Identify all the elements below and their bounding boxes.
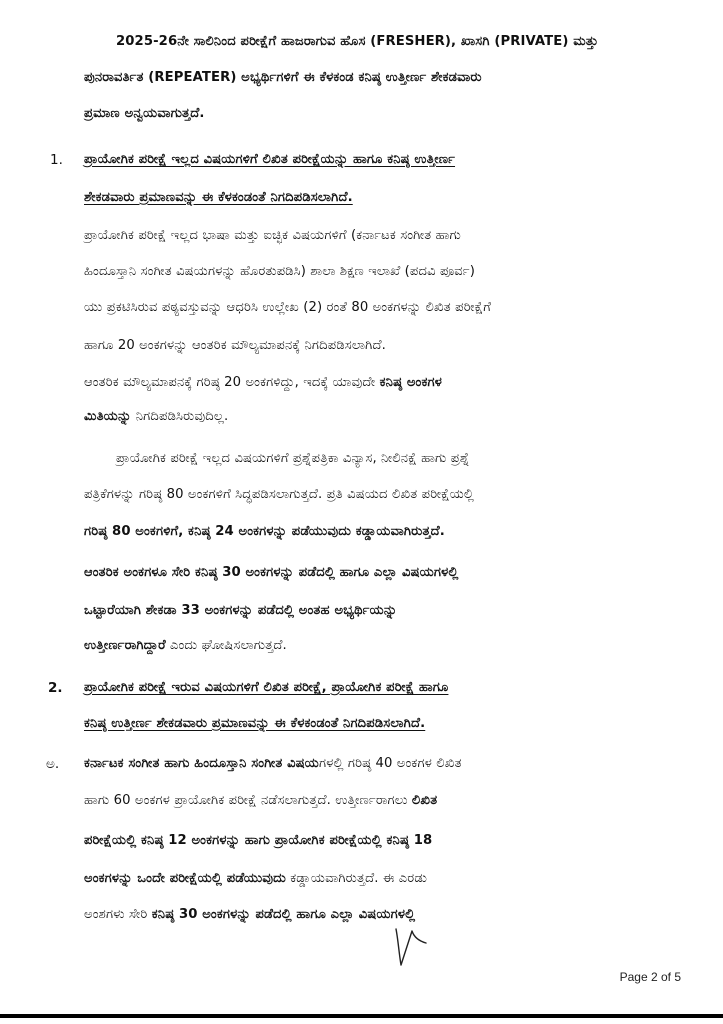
sub-a-line-5-bold: ಕನಿಷ್ಠ 30 ಅಂಕಗಳನ್ನು ಪಡೆದಲ್ಲಿ ಹಾಗೂ ಎಲ್ಲಾ ವಿಷಯಗಳಲ್ಲಿ bbox=[151, 907, 416, 922]
para2-text-d: ನಿಗದಿಪಡಿಸಿರುವುದಿಲ್ಲ. bbox=[131, 409, 229, 424]
sub-a-line-4-bold: ಅಂಕಗಳನ್ನು ಒಂದೇ ಪರೀಕ್ಷೆಯಲ್ಲಿ ಪಡೆಯುವುದು bbox=[84, 871, 286, 886]
para2-text-a: ಆಂತರಿಕ ಮೌಲ್ಯಮಾಪನಕ್ಕೆ ಗರಿಷ್ಠ 20 ಅಂಕಗಳಿದ್ದು, ಇದಕ್ಕೆ ಯಾವುದೇ bbox=[84, 375, 380, 390]
para3-line-5: ಒಟ್ಟಾರೆಯಾಗಿ ಶೇಕಡಾ 33 ಅಂಕಗಳನ್ನು ಪಡೆದಲ್ಲಿ ಅಂತಹ ಅಭ್ಯರ್ಥಿಯನ್ನು bbox=[84, 603, 398, 618]
section-2-heading-line-2: ಕನಿಷ್ಠ ಉತ್ತೀರ್ಣ ಶೇಕಡವಾರು ಪ್ರಮಾಣವನ್ನು ಈ ಕೆಳಕಂಡಂತೆ ನಿಗದಿಪಡಿಸಲಾಗಿದೆ. bbox=[84, 716, 426, 731]
sub-a-line-1 bbox=[84, 754, 462, 774]
sub-a-line-5-rest: ಅಂಶಗಳು ಸೇರಿ bbox=[84, 907, 152, 922]
intro-line-1: 2025-26ನೇ ಸಾಲಿನಿಂದ ಪರೀಕ್ಷೆಗೆ ಹಾಜರಾಗುವ ಹೊಸ (FRESHER), ಖಾಸಗಿ (PRIVATE) ಮತ್ತು bbox=[116, 34, 599, 49]
sub-a-line-4 bbox=[84, 869, 427, 889]
para3-last-rest: ಎಂದು ಘೋಷಿಸಲಾಗುತ್ತದೆ. bbox=[165, 638, 287, 653]
sub-a-line-3: ಪರೀಕ್ಷೆಯಲ್ಲಿ ಕನಿಷ್ಠ 12 ಅಂಕಗಳನ್ನು ಹಾಗು ಪ್ರಾಯೋಗಿಕ ಪರೀಕ್ಷೆಯಲ್ಲಿ ಕನಿಷ್ಠ 18 bbox=[84, 833, 433, 848]
sub-a-line-1-bold: ಕರ್ನಾಟಕ ಸಂಗೀತ ಹಾಗು ಹಿಂದೂಸ್ತಾನಿ ಸಂಗೀತ ವಿಷಯ bbox=[84, 756, 320, 771]
bottom-divider bbox=[0, 1014, 723, 1018]
para2-line-2 bbox=[84, 407, 228, 427]
section-1-heading-line-2: ಶೇಕಡವಾರು ಪ್ರಮಾಣವನ್ನು ಈ ಕೆಳಕಂಡಂತೆ ನಿಗದಿಪಡಿಸಲಾಗಿದೆ. bbox=[84, 190, 353, 205]
para3-last-bold: ಉತ್ತೀರ್ಣರಾಗಿದ್ದಾರೆ bbox=[84, 638, 166, 653]
intro-line-2: ಪುನರಾವರ್ತಿತ (REPEATER) ಅಭ್ಯರ್ಥಿಗಳಿಗೆ ಈ ಕೆಳಕಂಡ ಕನಿಷ್ಠ ಉತ್ತೀರ್ಣ ಶೇಕಡವಾರು bbox=[84, 70, 482, 85]
sub-a-line-5 bbox=[84, 905, 415, 925]
para3-line-2: ಪತ್ರಿಕೆಗಳನ್ನು ಗರಿಷ್ಠ 80 ಅಂಕಗಳಿಗೆ ಸಿದ್ಧಪಡಿಸಲಾಗುತ್ತದೆ. ಪ್ರತಿ ವಿಷಯದ ಲಿಖಿತ ಪರೀಕ್ಷೆಯಲ್ಲಿ bbox=[84, 487, 474, 502]
sub-a-line-4-rest: ಕಡ್ಡಾಯವಾಗಿರುತ್ತದೆ. ಈ ಎರಡು bbox=[285, 871, 428, 886]
para3-line-3: ಗರಿಷ್ಠ 80 ಅಂಕಗಳಿಗೆ, ಕನಿಷ್ಠ 24 ಅಂಕಗಳನ್ನು ಪಡೆಯುವುದು ಕಡ್ಡಾಯವಾಗಿರುತ್ತದೆ. bbox=[84, 524, 445, 539]
section-2-number: 2. bbox=[48, 680, 63, 696]
sub-a-marker: ಅ. bbox=[46, 756, 60, 772]
para2-line-1 bbox=[84, 373, 442, 393]
para3-line-1: ಪ್ರಾಯೋಗಿಕ ಪರೀಕ್ಷೆ ಇಲ್ಲದ ವಿಷಯಗಳಿಗೆ ಪ್ರಶ್ನೆಪತ್ರಿಕಾ ವಿನ್ಯಾಸ, ನೀಲಿನಕ್ಷೆ ಹಾಗು ಪ್ರಶ್ನೆ bbox=[116, 451, 470, 466]
para2-text-b: ಕನಿಷ್ಠ ಅಂಕಗಳ bbox=[379, 375, 442, 390]
para3-line-6 bbox=[84, 636, 287, 656]
para2-text-c: ಮಿತಿಯನ್ನು bbox=[84, 409, 132, 424]
signature-mark-icon bbox=[390, 925, 430, 970]
section-2-heading-line-1: ಪ್ರಾಯೋಗಿಕ ಪರೀಕ್ಷೆ ಇರುವ ವಿಷಯಗಳಿಗೆ ಲಿಖಿತ ಪರೀಕ್ಷೆ, ಪ್ರಾಯೋಗಿಕ ಪರೀಕ್ಷೆ ಹಾಗೂ bbox=[84, 680, 449, 695]
para3-line-4: ಆಂತರಿಕ ಅಂಕಗಳೂ ಸೇರಿ ಕನಿಷ್ಠ 30 ಅಂಕಗಳನ್ನು ಪಡೆದಲ್ಲಿ ಹಾಗೂ ಎಲ್ಲಾ ವಿಷಯಗಳಲ್ಲಿ bbox=[84, 565, 459, 580]
para1-line-3: ಯು ಪ್ರಕಟಿಸಿರುವ ಪಠ್ಯವಸ್ತುವನ್ನು ಆಧರಿಸಿ ಉಲ್ಲೇಖ (2) ರಂತೆ 80 ಅಂಕಗಳನ್ನು ಲಿಖಿತ ಪರೀಕ್ಷೆಗೆ bbox=[84, 300, 491, 315]
para1-line-2: ಹಿಂದೂಸ್ತಾನಿ ಸಂಗೀತ ವಿಷಯಗಳನ್ನು ಹೊರತುಪಡಿಸಿ) ಶಾಲಾ ಶಿಕ್ಷಣ ಇಲಾಖೆ (ಪದವಿ ಪೂರ್ವ) bbox=[84, 264, 475, 279]
section-1-number: 1. bbox=[50, 152, 63, 168]
page-number: Page 2 of 5 bbox=[619, 970, 681, 984]
sub-a-line-2-bold: ಲಿಖಿತ bbox=[411, 793, 438, 808]
para1-line-4: ಹಾಗೂ 20 ಅಂಕಗಳನ್ನು ಆಂತರಿಕ ಮೌಲ್ಯಮಾಪನಕ್ಕೆ ನಿಗದಿಪಡಿಸಲಾಗಿದೆ. bbox=[84, 338, 386, 353]
sub-a-line-2 bbox=[84, 791, 437, 811]
sub-a-line-2-rest: ಹಾಗು 60 ಅಂಕಗಳ ಪ್ರಾಯೋಗಿಕ ಪರೀಕ್ಷೆ ನಡೆಸಲಾಗುತ್ತದೆ. ಉತ್ತೀರ್ಣರಾಗಲು bbox=[84, 793, 412, 808]
para1-line-1: ಪ್ರಾಯೋಗಿಕ ಪರೀಕ್ಷೆ ಇಲ್ಲದ ಭಾಷಾ ಮತ್ತು ಐಚ್ಛಿಕ ವಿಷಯಗಳಿಗೆ (ಕರ್ನಾಟಕ ಸಂಗೀತ ಹಾಗು bbox=[84, 228, 461, 243]
section-1-heading-line-1: ಪ್ರಾಯೋಗಿಕ ಪರೀಕ್ಷೆ ಇಲ್ಲದ ವಿಷಯಗಳಿಗೆ ಲಿಖಿತ ಪರೀಕ್ಷೆಯನ್ನು ಹಾಗೂ ಕನಿಷ್ಠ ಉತ್ತೀರ್ಣ bbox=[84, 152, 456, 167]
intro-line-3: ಪ್ರಮಾಣ ಅನ್ವಯವಾಗುತ್ತದೆ. bbox=[84, 106, 205, 121]
sub-a-line-1-rest: ಗಳಲ್ಲಿ ಗರಿಷ್ಠ 40 ಅಂಕಗಳ ಲಿಖಿತ bbox=[319, 756, 462, 771]
